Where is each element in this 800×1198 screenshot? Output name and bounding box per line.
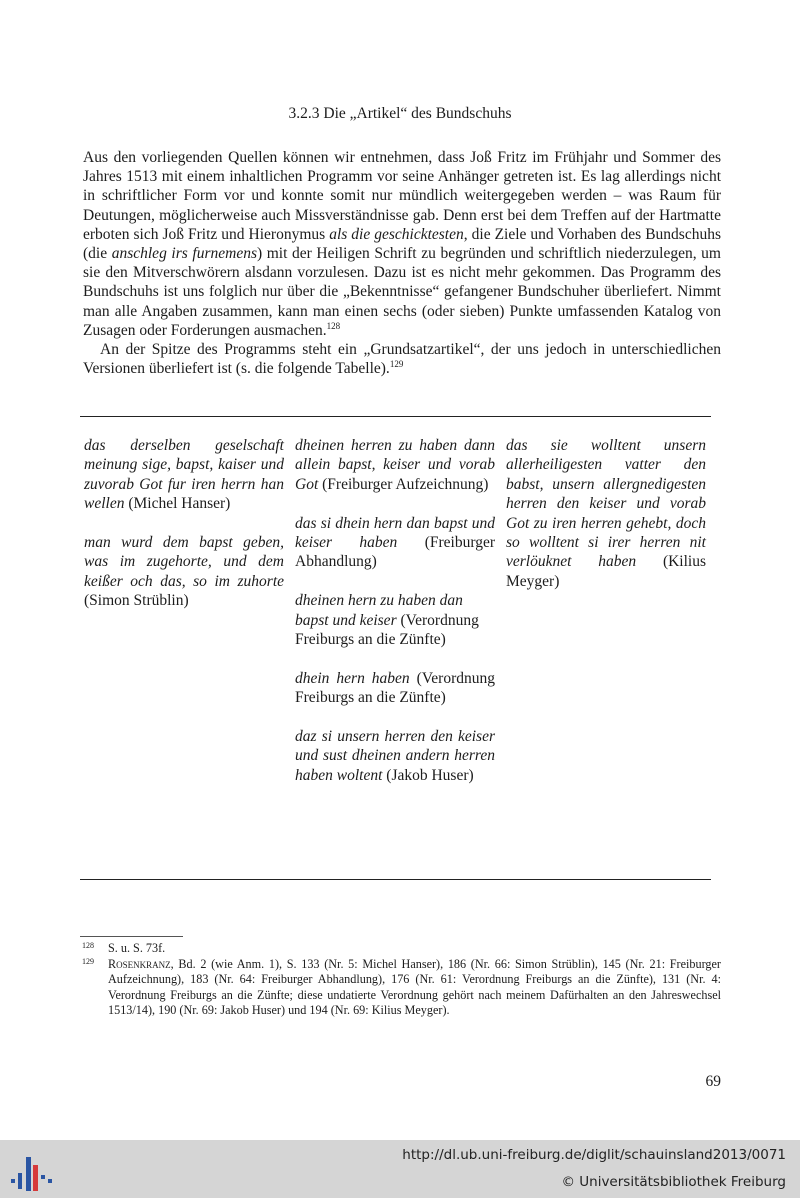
table-bottom-rule	[80, 879, 711, 880]
footnote-ref-129[interactable]: 129	[389, 359, 404, 370]
table-entry: dhein hern haben (Verordnung Freiburgs an die Zünfte)	[295, 669, 496, 707]
table-column-3	[506, 436, 706, 591]
copyright-credit: © Universitätsbibliothek Freiburg	[561, 1174, 786, 1190]
footnote-number: 129	[82, 956, 94, 966]
footnote-number: 128	[82, 941, 94, 950]
table-column-2	[295, 436, 495, 785]
table-entry: das sie wolltent unsern allerheiligesten vatter den babst, unsern allergnedigesten herren den keiser und vorab Got zu iren herren gehebt, doch so wolltent si irer herren nit verlöuknet haben (Kilius Meyger)	[506, 437, 707, 590]
table-entry: dheinen herren zu haben dann allein bapst, keiser und vorab Got (Freiburger Aufzeichnung)	[295, 437, 495, 493]
permalink-url[interactable]: http://dl.ub.uni-freiburg.de/diglit/schauinsland2013/0071	[402, 1147, 786, 1163]
ub-freiburg-logo-icon[interactable]	[11, 1149, 55, 1191]
library-footer	[0, 1140, 800, 1198]
footnote-128: 128 S. u. S. 73f.	[82, 941, 166, 955]
table-entry: das si dhein hern dan bapst und keiser haben (Freiburger Abhandlung)	[295, 514, 495, 571]
table-column-1	[84, 436, 284, 611]
footnotes	[82, 941, 721, 1019]
footnote-separator	[80, 936, 183, 937]
table-entry: dheinen hern zu haben dan bapst und keiser (Verordnung Freiburgs an die Zünfte)	[295, 592, 479, 649]
paragraph-2: An der Spitze des Programms steht ein „Grundsatzartikel“, der uns jedoch in unterschiedlichen Versionen überliefert ist (s. die folgende Tabelle).$^{129}$	[83, 341, 721, 378]
table-top-rule	[80, 416, 711, 417]
page-number: 69	[705, 1073, 721, 1090]
footnote-ref-128[interactable]: 128	[326, 320, 341, 331]
table-entry: man wurd dem bapst geben, was im zugehorte, und dem keißer och das, so im zuhorte (Simon Strüblin)	[84, 534, 284, 610]
author-name: Rosenkranz	[108, 956, 171, 971]
paragraph-1: Aus den vorliegenden Quellen können wir entnehmen, dass Joß Fritz im Frühjahr und Sommer des Jahres 1513 mit einem inhaltlichen Programm vor seine Anhänger getreten ist. Es lag allerdings nicht in schriftlicher Form vor und konnte somit nur mündlich weitergegeben werden – was Raum für Deutungen, möglicherweise auch Missverständnisse gab. Denn erst bei dem Treffen auf der Hartmatte erboten sich Joß Fritz und Hieronymus als die geschicktesten, die Ziele und Vorhaben des Bundschuhs (die anschleg irs furnemens) mit der Heiligen Schrift zu begründen und schriftlich niederzulegen, um sie den Mitverschwörern alsdann vorzulesen. Dazu ist es nicht mehr gekommen. Das Programm des Bundschuhs ist uns folglich nur über die „Bekenntnisse“ gefangener Bundschuher überliefert. Nimmt man alle Angaben zusammen, kann man einen sechs (oder sieben) Punkte umfassenden Katalog von Zusagen oder Forderungen ausmachen.$^{128}$	[83, 149, 721, 339]
table-entry: daz si unsern herren den keiser und sust dheinen andern herren haben woltent (Jakob Huser)	[295, 728, 495, 784]
body-text	[83, 148, 721, 378]
section-heading: 3.2.3 Die „Artikel“ des Bundschuhs	[288, 105, 512, 122]
footnote-129: 129 Rosenkranz, Bd. 2 (wie Anm. 1), S. 133 (Nr. 5: Michel Hanser), 186 (Nr. 66: Simon Strüblin), 145 (Nr. 21: Freiburger Aufzeichnung), 183 (Nr. 64: Freiburger Abhandlung), 176 (Nr. 61: Verordnung Freiburgs an die Zünfte), 131 (Nr. 4: Verordnung Freiburgs an die Zünfte; diese undatierte Verordnung gehört nach meinem Dafürhalten an den Jahreswechsel 1513/14), 190 (Nr. 69: Jakob Huser) und 194 (Nr. 69: Kilius Meyger).	[82, 956, 721, 1018]
table-entry: das derselben geselschaft meinung sige, bapst, kaiser und zuvorab Got fur iren herrn han wellen (Michel Hanser)	[84, 437, 284, 513]
